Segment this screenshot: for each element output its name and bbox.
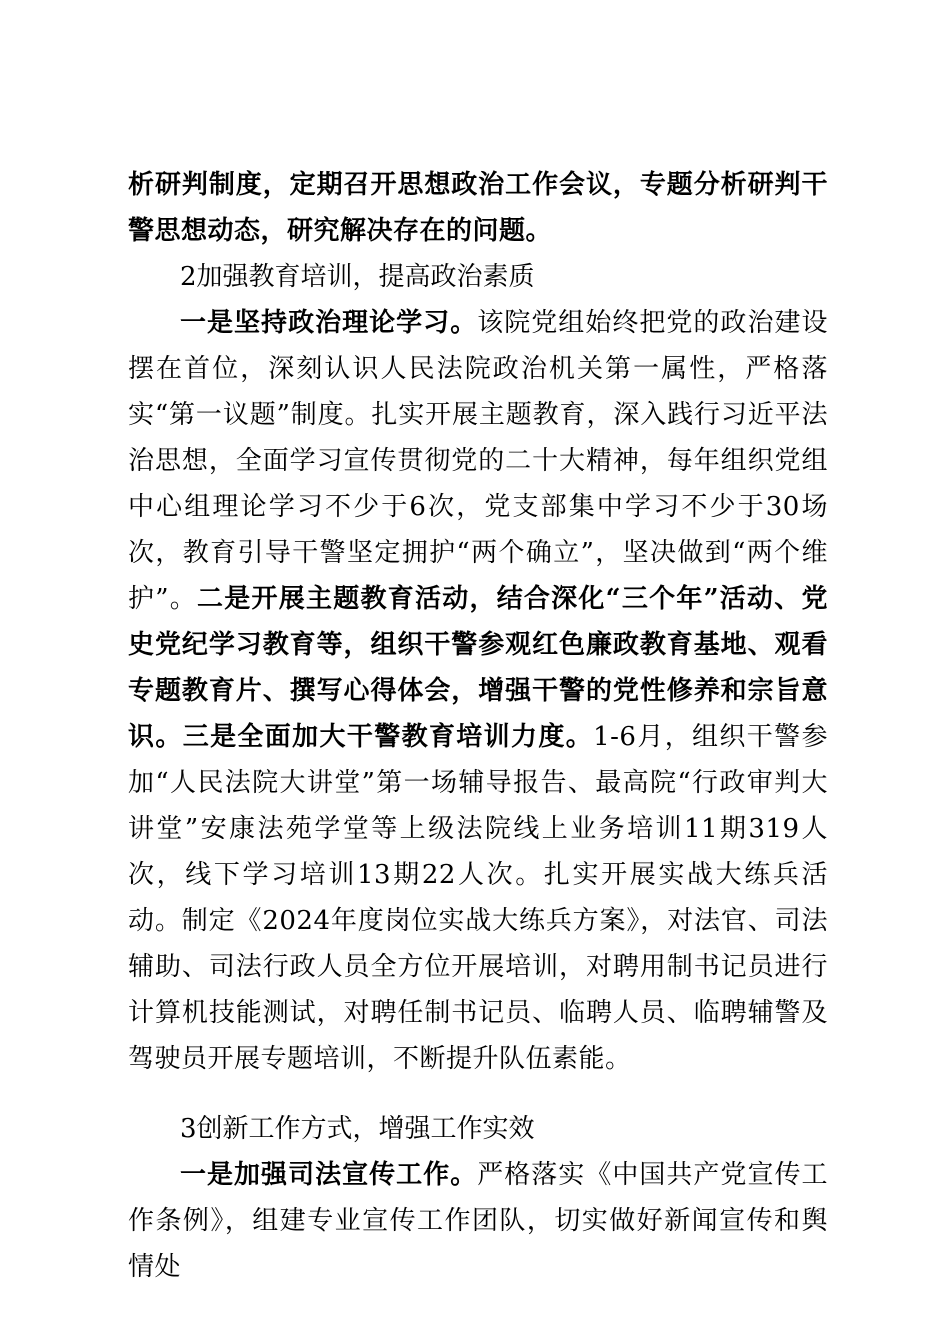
section-heading-3: 3创新工作方式，增强工作实效 [180, 1114, 535, 1144]
paragraph-1-bold: 析研判制度，定期召开思想政治工作会议，专题分析研判干警思想动态，研究解决存在的问题。 [128, 170, 828, 246]
paragraph-2-text-1: 该院党组始终把党的政治建设摆在首位，深刻认识人民法院政治机关第一属性，严格落实“第一议题”制度。扎实开展主题教育，深入践行习近平法治思想，全面学习宣传贯彻党的二十大精神，每年组织党组中心组理论学习不少于6次，党支部集中学习不少于30场次，教育引导干警坚定拥护“两个确立”，坚决做到“两个维护”。 [128, 308, 828, 614]
paragraph-2-lead-bold: 一是坚持政治理论学习。 [180, 308, 478, 338]
section-heading-2: 2加强教育培训，提高政治素质 [180, 262, 535, 292]
paragraph-2-bold-2: 二是开展主题教育活动，结合深化“三个年”活动、党史党纪学习教育等，组织干警参观红色廉政教育基地、观看专题教育片、撰写心得体会，增强干警的党性修养和宗旨意识。三是全面加大干警教育培训力度。 [128, 584, 828, 752]
paragraph-1 [128, 162, 828, 254]
paragraph-2 [128, 300, 828, 1082]
paragraph-3-text-1: 严格落实《中国共产党宣传工作条例》，组建专业宣传工作团队，切实做好新闻宣传和舆情处 [128, 1160, 828, 1282]
paragraph-3 [128, 1152, 828, 1290]
paragraph-3-lead-bold: 一是加强司法宣传工作。 [180, 1160, 478, 1190]
paragraph-2-text-2: 1-6月，组织干警参加“人民法院大讲堂”第一场辅导报告、最高院“行政审判大讲堂”安康法苑学堂等上级法院线上业务培训11期319人次，线下学习培训13期22人次。扎实开展实战大练兵活动。制定《2024年度岗位实战大练兵方案》，对法官、司法辅助、司法行政人员全方位开展培训，对聘用制书记员进行计算机技能测试，对聘任制书记员、临聘人员、临聘辅警及驾驶员开展专题培训，不断提升队伍素能。 [128, 722, 828, 1074]
document-page [128, 162, 828, 1290]
